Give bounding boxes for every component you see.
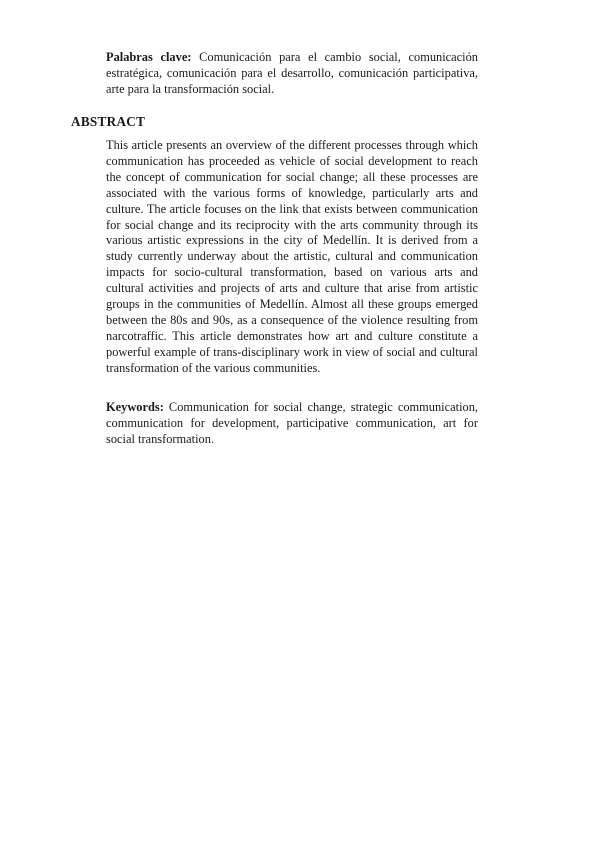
keywords-label: Keywords: [106, 400, 164, 414]
abstract-heading: ABSTRACT [71, 114, 146, 129]
keywords-paragraph [106, 400, 478, 448]
keywords-text: Communication for social change, strategic communication, communication for development, participative communication, art for social transformation. [106, 400, 478, 446]
palabras-clave-paragraph [106, 50, 478, 98]
palabras-clave-label: Palabras clave: [106, 50, 192, 64]
palabras-clave-text: Comunicación para el cambio social, comunicación estratégica, comunicación para el desarrollo, comunicación participativa, arte para la transformación social. [106, 50, 478, 96]
abstract-body: This article presents an overview of the different processes through which communication has proceeded as vehicle of social development to reach the concept of communication for social change; all these processes are associated with the various forms of knowledge, particularly arts and culture. The article focuses on the link that exists between communication for social change and its reciprocity with the arts community through its various artistic expressions in the city of Medellín. It is derived from a study currently underway about the artistic, cultural and communication impacts for socio-cultural transformation, based on various arts and cultural activities and projects of arts and culture that arise from artistic groups in the communities of Medellín. Almost all these groups emerged between the 80s and 90s, as a consequence of the violence resulting from narcotraffic. This article demonstrates how art and culture constitute a powerful example of trans-disciplinary work in view of social and cultural transformation of the various communities. [106, 138, 478, 375]
